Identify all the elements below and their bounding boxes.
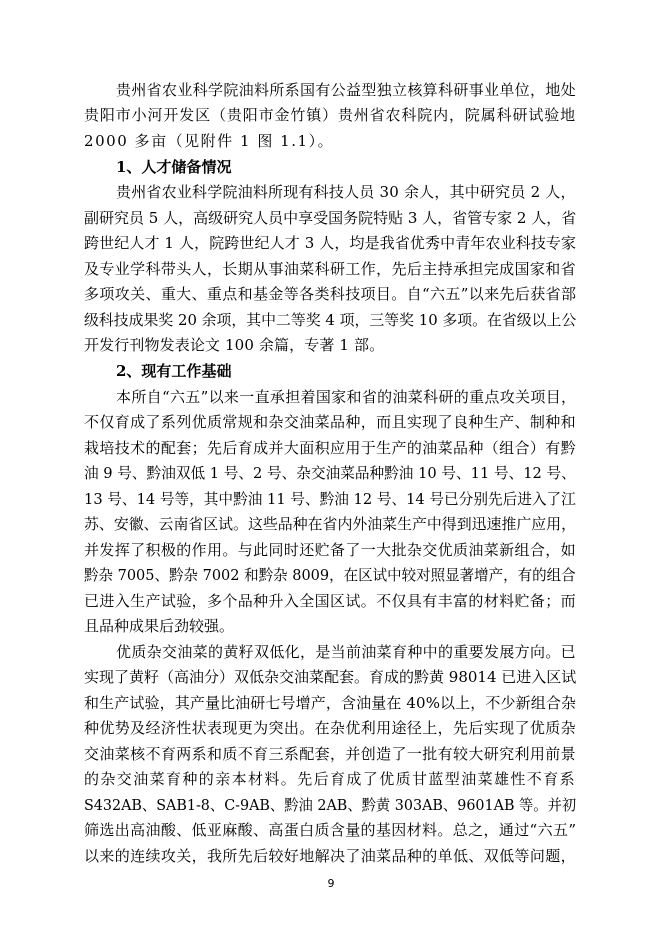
- body-line: 开发行刊物发表论文 100 余篇，专著 1 部。: [84, 336, 385, 354]
- body-line: 优质杂交油菜的黄籽双低化，是当前油菜育种中的重要发展方向。已: [116, 643, 576, 661]
- section-heading-talent: 1、人才储备情况: [116, 158, 232, 176]
- body-line: 多项攻关、重大、重点和基金等各类科技项目。自“六五”以来先后获省部: [84, 285, 577, 303]
- body-line: 的杂交油菜育种的亲本材料。先后育成了优质甘蓝型油菜雄性不育系: [84, 770, 577, 788]
- body-line: 已进入生产试验，多个品种升入全国区试。不仅具有丰富的材料贮备；而: [84, 592, 577, 610]
- body-line: 种优势及经济性状表现更为突出。在杂优利用途径上，先后实现了优质杂: [84, 719, 577, 737]
- body-line: 贵阳市小河开发区（贵阳市金竹镇）贵州省农科院内，院属科研试验地: [84, 106, 577, 124]
- body-line: 13 号、14 号等，其中黔油 11 号、黔油 12 号、14 号已分别先后进入了江: [84, 490, 576, 508]
- body-line: 并发挥了积极的作用。与此同时还贮备了一大批杂交优质油菜新组合，如: [84, 541, 577, 559]
- body-line: 跨世纪人才 1 人，院跨世纪人才 3 人，均是我省优秀中青年农业科技专家: [84, 234, 577, 252]
- body-line: 不仅育成了系列优质常规和杂交油菜品种，而且实现了良种生产、制种和: [84, 413, 577, 431]
- body-line: 且品种成果后劲较强。: [84, 617, 235, 635]
- body-line: 2000 多亩（见附件 1 图 1.1）。: [84, 132, 335, 150]
- body-line: 油 9 号、黔油双低 1 号、2 号、杂交油菜品种黔油 10 号、11 号、12 号、: [84, 464, 576, 482]
- body-line: 贵州省农业科学院油料所现有科技人员 30 余人，其中研究员 2 人，: [116, 183, 576, 201]
- body-line: 筛选出高油酸、低亚麻酸、高蛋白质含量的基因材料。总之，通过“六五”: [84, 821, 577, 839]
- body-line: 级科技成果奖 20 余项，其中二等奖 4 项，三等奖 10 多项。在省级以上公: [84, 311, 577, 329]
- body-line: 及专业学科带头人，长期从事油菜科研工作，先后主持承担完成国家和省: [84, 260, 577, 278]
- body-line: 苏、安徽、云南省区试。这些品种在省内外油菜生产中得到迅速推广应用，: [84, 515, 576, 533]
- body-line: 副研究员 5 人，高级研究人员中享受国务院特贴 3 人，省管专家 2 人，省: [84, 209, 577, 227]
- page-number: 9: [327, 877, 335, 890]
- body-line: 本所自“六五”以来一直承担着国家和省的油菜科研的重点攻关项目，: [116, 388, 577, 406]
- body-line: 以来的连续攻关，我所先后较好地解决了油菜品种的单低、双低等问题，: [84, 847, 577, 865]
- body-line: 交油菜核不育两系和质不育三系配套，并创造了一批有较大研究利用前景: [84, 745, 577, 763]
- section-heading-foundation: 2、现有工作基础: [116, 362, 232, 380]
- body-line: 贵州省农业科学院油料所系国有公益型独立核算科研事业单位，地处: [116, 81, 576, 99]
- body-line: 实现了黄籽（高油分）双低杂交油菜配套。育成的黔黄 98014 已进入区试: [84, 668, 577, 686]
- body-line: 黔杂 7005、黔杂 7002 和黔杂 8009，在区试中较对照显著增产，有的组合: [84, 566, 576, 584]
- body-line: 栽培技术的配套；先后育成并大面积应用于生产的油菜品种（组合）有黔: [84, 439, 577, 457]
- body-line: S432AB、SAB1-8、C-9AB、黔油 2AB、黔黄 303AB、9601AB 等。并初: [84, 796, 577, 814]
- body-line: 和生产试验，其产量比油研七号增产，含油量在 40%以上，不少新组合杂: [84, 694, 577, 712]
